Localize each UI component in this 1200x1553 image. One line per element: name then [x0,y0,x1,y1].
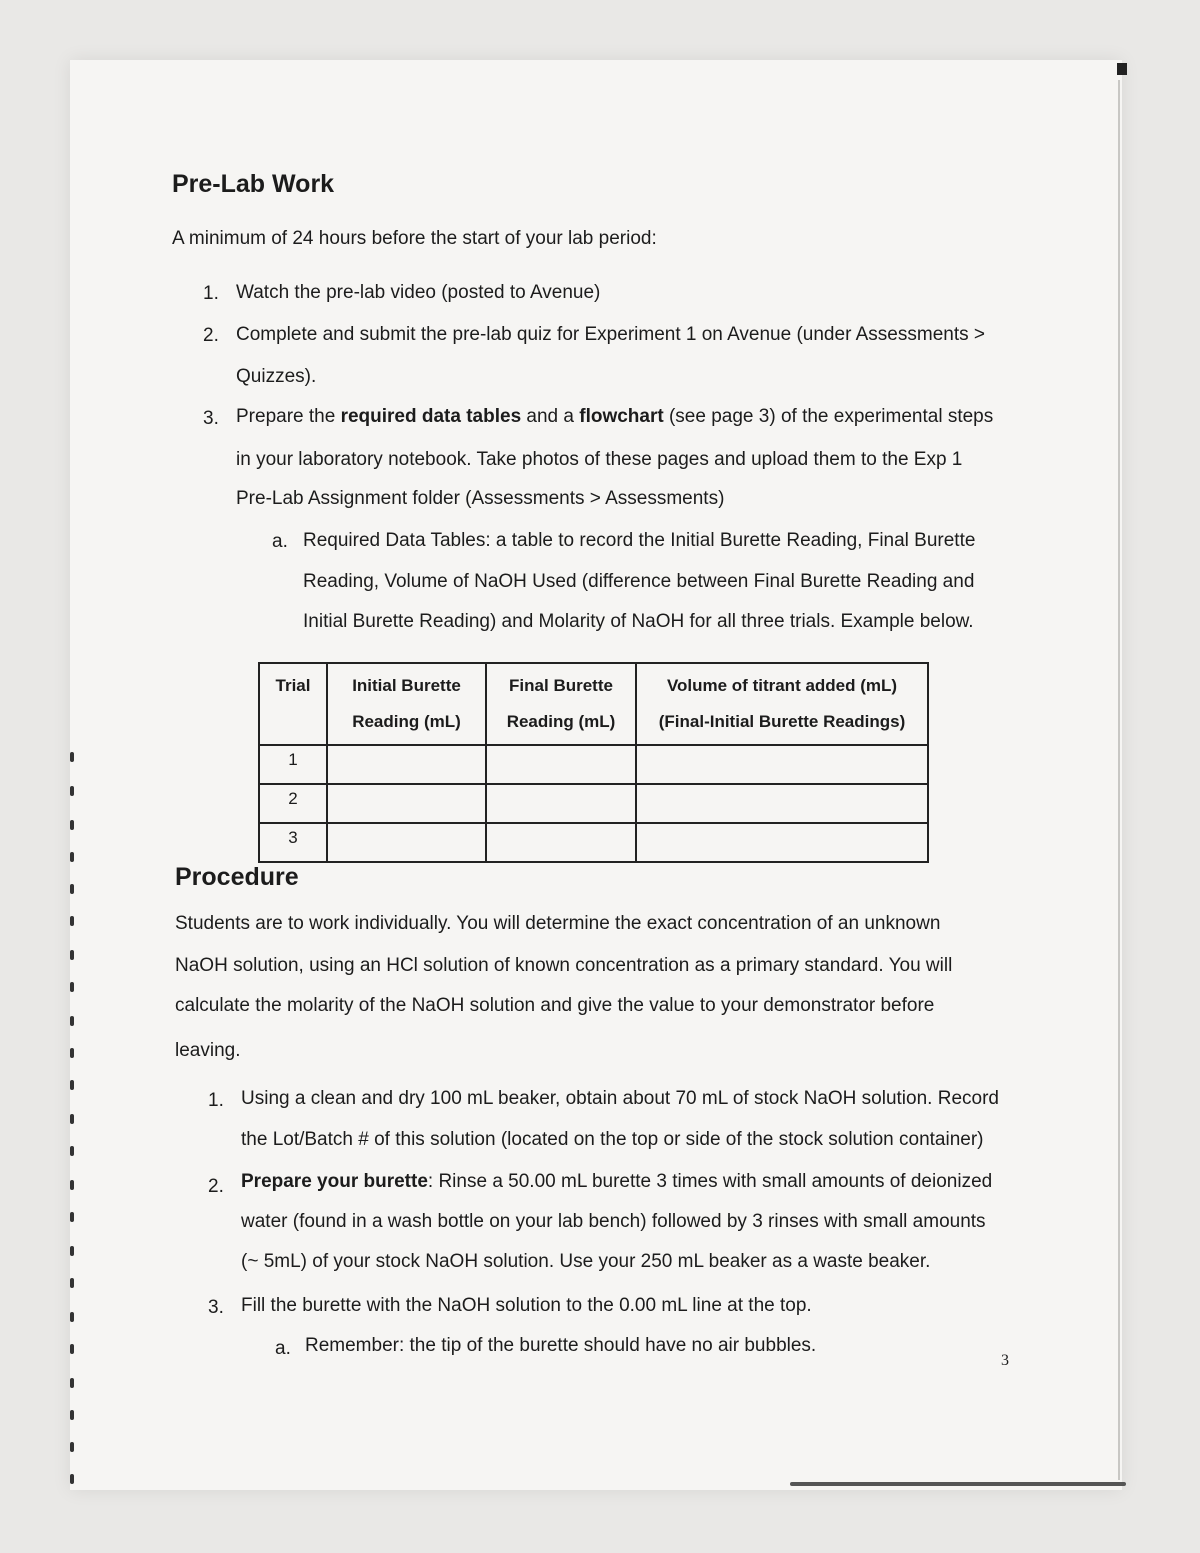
step-number: 3. [203,408,219,429]
binder-dot [70,1048,74,1058]
binder-dot [70,1180,74,1190]
binder-dot [70,950,74,960]
step-text-cont: (~ 5mL) of your stock NaOH solution. Use your 250 mL beaker as a waste beaker. [241,1251,931,1272]
prelab-heading: Pre-Lab Work [172,170,335,198]
binder-dot [70,1442,74,1452]
step-number: 2. [208,1176,224,1197]
step-text: Prepare your burette: Rinse a 50.00 mL burette 3 times with small amounts of deionized [241,1171,993,1192]
paragraph-line: leaving. [175,1040,241,1061]
empty-cell [636,745,928,784]
substep-label: a. [272,531,288,552]
binder-dot [70,1114,74,1124]
binder-dot [70,1378,74,1388]
step-number: 2. [203,325,219,346]
trial-cell: 2 [259,784,327,823]
header-volume-titrant: Volume of titrant added (mL) (Final-Initial Burette Readings) [636,663,928,745]
header-final-burette: Final Burette Reading (mL) [486,663,636,745]
table-row [259,823,928,862]
step-text: Watch the pre-lab video (posted to Avenue) [236,282,601,303]
substep-text: Remember: the tip of the burette should have no air bubbles. [305,1335,817,1356]
table-header-row [259,663,928,745]
step-text-cont: Pre-Lab Assignment folder (Assessments > Assessments) [236,488,725,509]
empty-cell [486,745,636,784]
page-number: 3 [1001,1352,1009,1369]
page-bottom-edge [790,1482,1126,1486]
binder-dot [70,916,74,926]
step-text-cont: Quizzes). [236,366,317,387]
binder-dot [70,1312,74,1322]
binder-dot [70,1278,74,1288]
required-data-tables-emphasis: required data tables [340,406,522,427]
procedure-heading: Procedure [175,863,299,891]
binder-dot [70,852,74,862]
empty-cell [327,745,486,784]
binder-dot [70,752,74,762]
empty-cell [327,823,486,862]
paragraph-line: calculate the molarity of the NaOH solution and give the value to your demonstrator before [175,995,935,1016]
binder-dot [70,1344,74,1354]
step-text: Fill the burette with the NaOH solution to the 0.00 mL line at the top. [241,1295,812,1316]
binder-dot [70,982,74,992]
data-table [258,662,929,863]
step-text-cont: in your laboratory notebook. Take photos of these pages and upload them to the Exp 1 [236,449,963,470]
header-trial: Trial [259,663,327,745]
substep-text-cont: Reading, Volume of NaOH Used (difference between Final Burette Reading and [303,571,975,592]
binder-dot [70,1212,74,1222]
empty-cell [486,784,636,823]
step-text-cont: water (found in a wash bottle on your lab bench) followed by 3 rinses with small amounts [241,1211,986,1232]
step-number: 1. [203,283,219,304]
binder-dot [70,1246,74,1256]
substep-label: a. [275,1338,291,1359]
binder-dot [70,1146,74,1156]
table-row [259,784,928,823]
empty-cell [486,823,636,862]
binder-dot [70,786,74,796]
binder-dot [70,884,74,894]
binder-dot [70,1080,74,1090]
paragraph-line: NaOH solution, using an HCl solution of known concentration as a primary standard. You will [175,955,953,976]
paragraph-line: Students are to work individually. You will determine the exact concentration of an unknown [175,913,941,934]
binder-dot [70,820,74,830]
step-text-cont: the Lot/Batch # of this solution (located on the top or side of the stock solution container) [241,1129,984,1150]
prelab-intro: A minimum of 24 hours before the start of your lab period: [172,228,657,249]
flowchart-emphasis: flowchart [579,406,664,427]
empty-cell [636,823,928,862]
substep-text: Required Data Tables: a table to record the Initial Burette Reading, Final Burette [303,530,976,551]
table-row [259,745,928,784]
step-number: 3. [208,1297,224,1318]
page-edge [1118,80,1120,1480]
empty-cell [636,784,928,823]
empty-cell [327,784,486,823]
step-number: 1. [208,1090,224,1111]
step-text: Prepare the required data tables and a flowchart (see page 3) of the experimental steps [236,406,994,427]
step-text: Using a clean and dry 100 mL beaker, obtain about 70 mL of stock NaOH solution. Record [241,1088,999,1109]
prepare-burette-emphasis: Prepare your burette [241,1171,428,1192]
corner-mark [1117,63,1127,75]
trial-cell: 1 [259,745,327,784]
binder-dot [70,1410,74,1420]
step-text: Complete and submit the pre-lab quiz for Experiment 1 on Avenue (under Assessments > [236,324,985,345]
binder-dot [70,1474,74,1484]
trial-cell: 3 [259,823,327,862]
substep-text-cont: Initial Burette Reading) and Molarity of NaOH for all three trials. Example below. [303,611,974,632]
binder-dot [70,1016,74,1026]
header-initial-burette: Initial Burette Reading (mL) [327,663,486,745]
